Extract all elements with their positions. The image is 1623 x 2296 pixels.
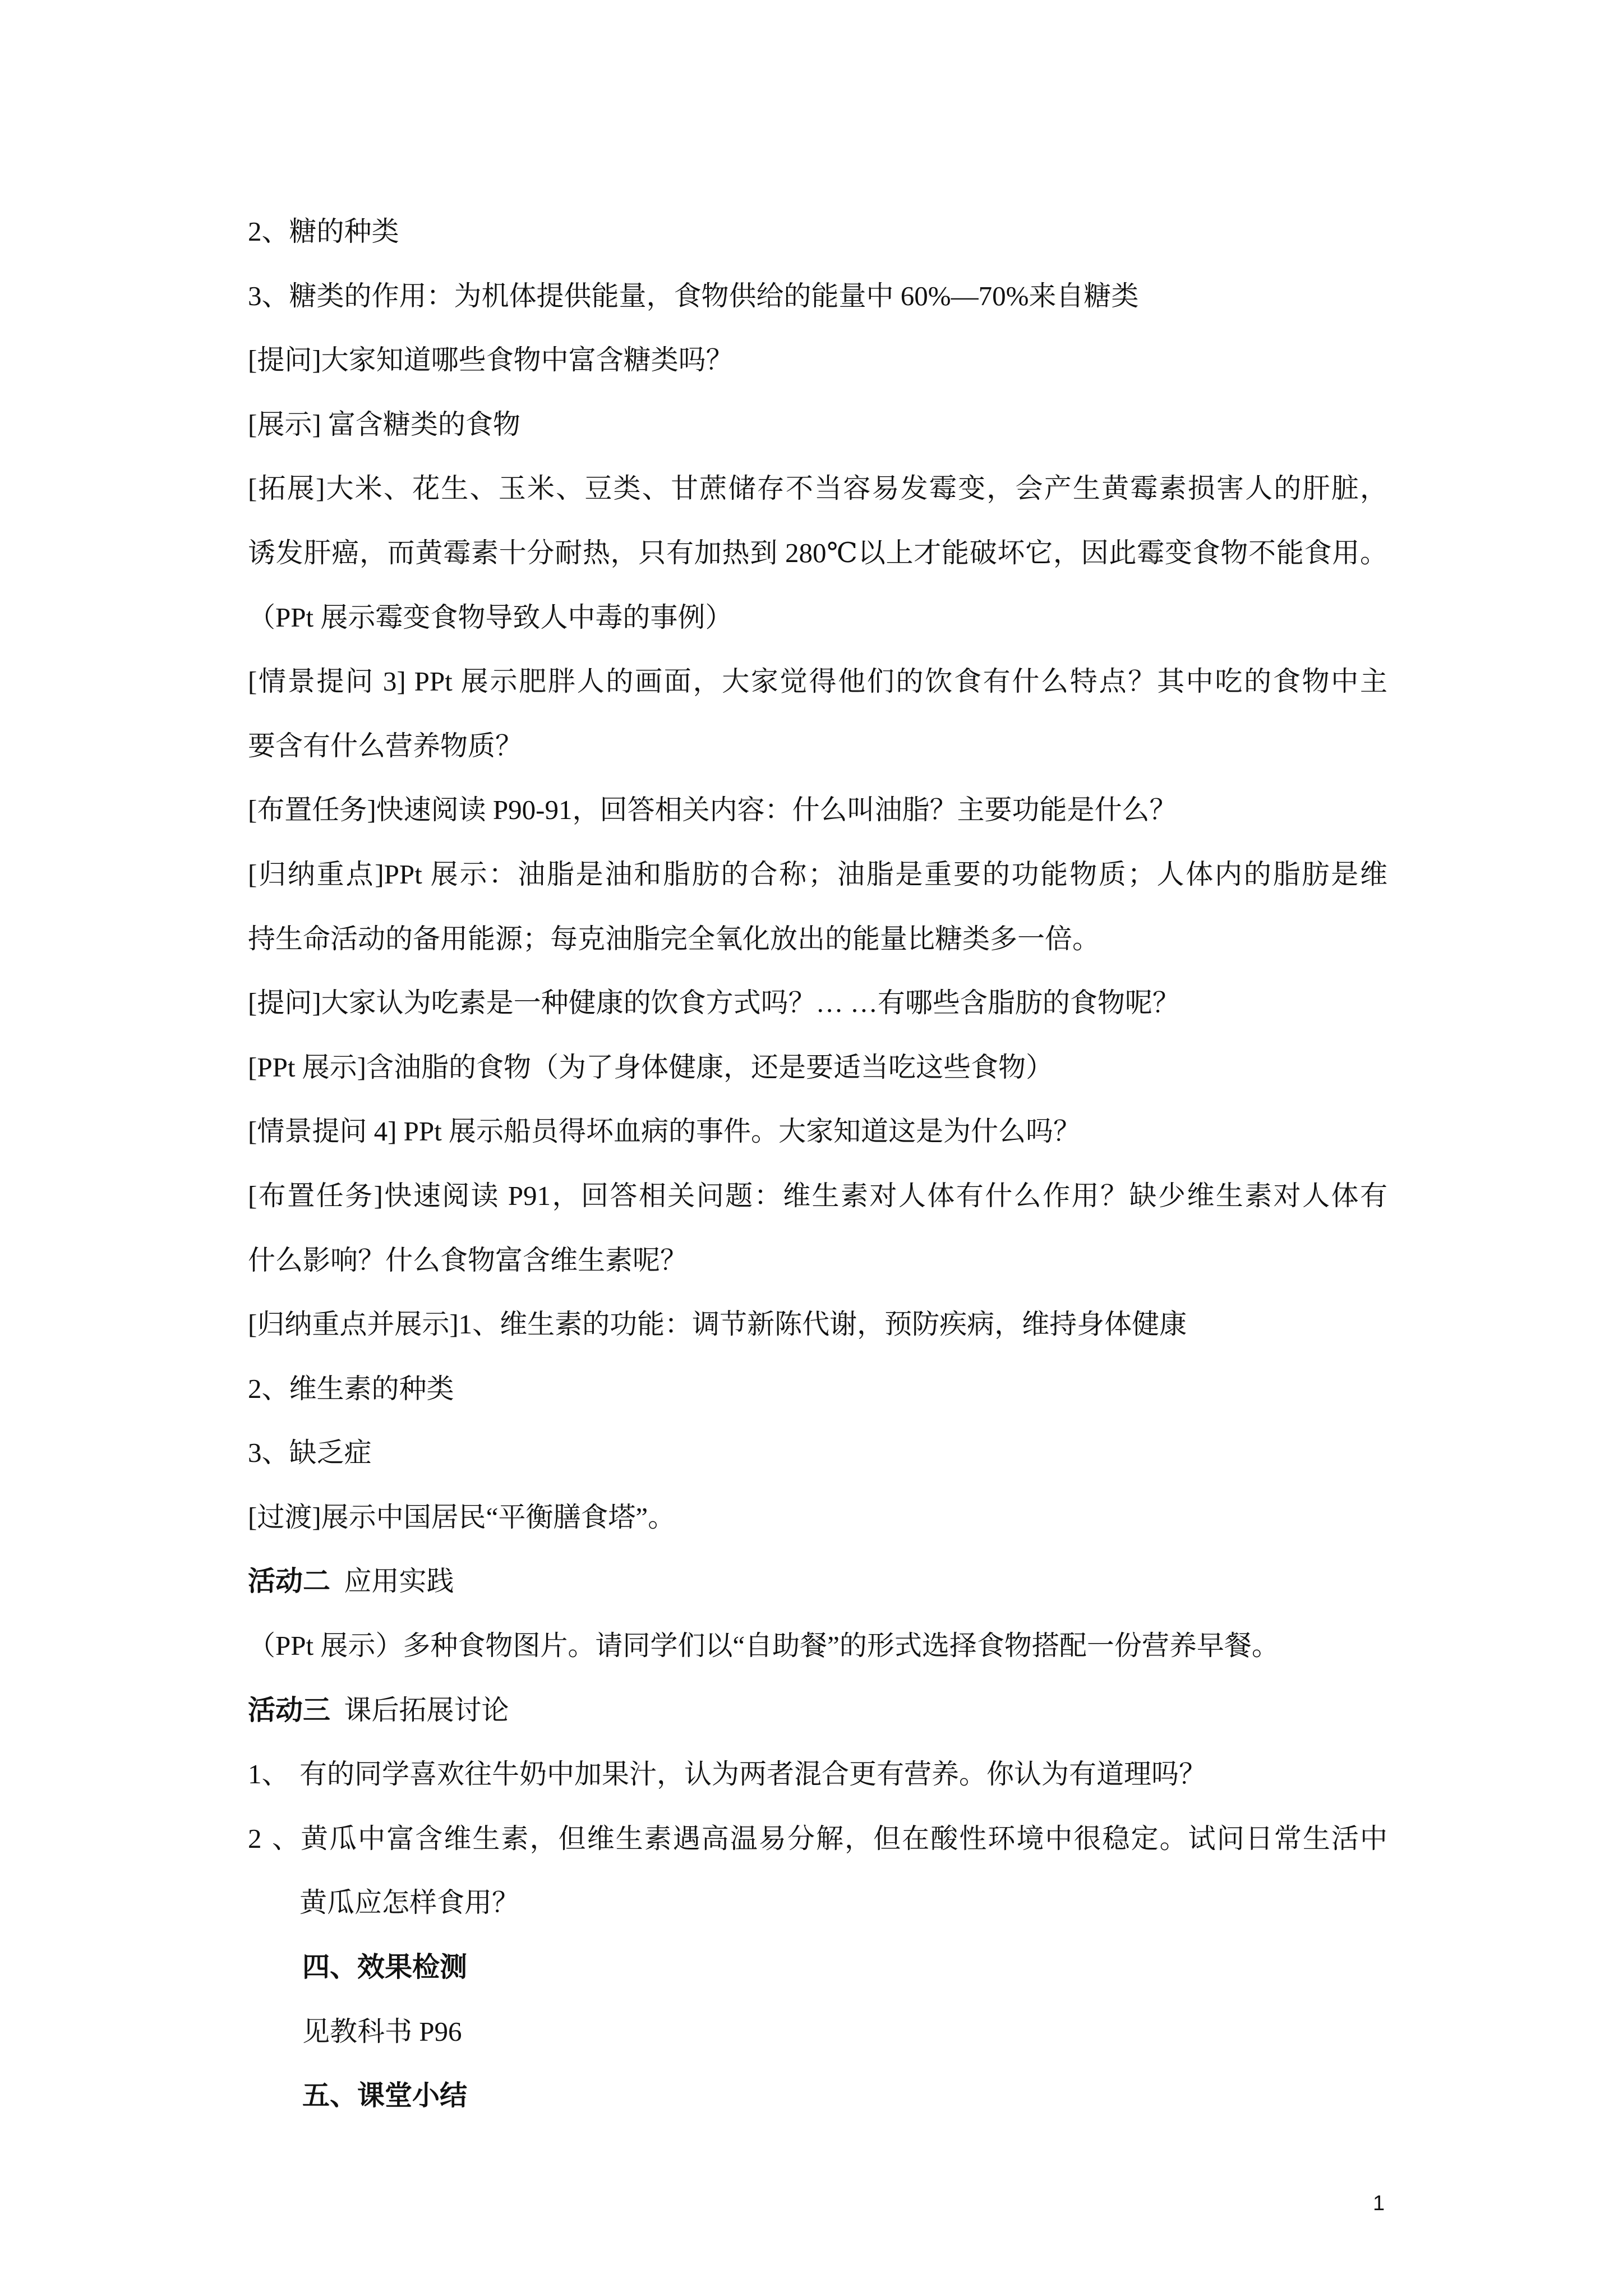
activity-2-text: （PPt 展示）多种食物图片。请同学们以“自助餐”的形式选择食物搭配一份营养早餐。 bbox=[248, 1630, 1279, 1662]
text-line: 诱发肝癌，而黄霉素十分耐热，只有加热到 280℃以上才能破坏它，因此霉变食物不能食用。 bbox=[248, 537, 1387, 568]
text-line: 2、糖的种类 bbox=[248, 216, 399, 247]
activity-2-heading bbox=[248, 1549, 1387, 1614]
section-heading: 四、效果检测 bbox=[302, 1952, 468, 1983]
activity-2-label: 活动二 bbox=[248, 1566, 331, 1597]
activity-3-title: 课后拓展讨论 bbox=[344, 1694, 509, 1726]
section-heading: 五、课堂小结 bbox=[302, 2080, 468, 2111]
list-item-text: 有的同学喜欢往牛奶中加果汁，认为两者混合更有营养。你认为有道理吗？ bbox=[299, 1759, 1207, 1790]
text-line: [归纳重点并展示]1、维生素的功能：调节新陈代谢，预防疾病，维持身体健康 bbox=[248, 1309, 1187, 1340]
text-line: （PPt 展示霉变食物导致人中毒的事例） bbox=[248, 601, 733, 633]
list-item bbox=[248, 1742, 1387, 1807]
activity-3-label: 活动三 bbox=[248, 1694, 331, 1726]
text-line: [情景提问 3] PPt 展示肥胖人的画面，大家觉得他们的饮食有什么特点？其中吃的食物中主 bbox=[248, 666, 1387, 697]
list-item-number: 1、 bbox=[248, 1759, 289, 1790]
text-line: 2、维生素的种类 bbox=[248, 1373, 454, 1404]
text-line: [情景提问 4] PPt 展示船员得坏血病的事件。大家知道这是为什么吗？ bbox=[248, 1116, 1081, 1147]
text-line: [提问]大家知道哪些食物中富含糖类吗？ bbox=[248, 344, 734, 376]
page-number: 1 bbox=[1373, 2192, 1385, 2215]
document-body bbox=[248, 200, 1387, 2128]
text-line: [展示] 富含糖类的食物 bbox=[248, 408, 520, 440]
text-line: [布置任务]快速阅读 P90-91，回答相关内容：什么叫油脂？主要功能是什么？ bbox=[248, 794, 1177, 826]
list-item bbox=[248, 1807, 1387, 1871]
list-item-continuation: 黄瓜应怎样食用？ bbox=[299, 1887, 520, 1918]
text-line: [过渡]展示中国居民“平衡膳食塔”。 bbox=[248, 1501, 676, 1533]
text-line: [提问]大家认为吃素是一种健康的饮食方式吗？… …有哪些含脂肪的食物呢？ bbox=[248, 987, 1180, 1019]
text-line: 要含有什么营养物质？ bbox=[248, 730, 523, 761]
text-line: 3、糖类的作用：为机体提供能量，食物供给的能量中 60%—70%来自糖类 bbox=[248, 280, 1139, 311]
activity-3-heading bbox=[248, 1678, 1387, 1743]
text-line: [PPt 展示]含油脂的食物（为了身体健康，还是要适当吃这些食物） bbox=[248, 1051, 1054, 1083]
list-item-text: 黄瓜中富含维生素，但维生素遇高温易分解，但在酸性环境中很稳定。试问日常生活中 bbox=[299, 1823, 1387, 1854]
text-line: [布置任务]快速阅读 P91，回答相关问题：维生素对人体有什么作用？缺少维生素对人体有 bbox=[248, 1180, 1387, 1211]
text-line: [拓展]大米、花生、玉米、豆类、甘蔗储存不当容易发霉变，会产生黄霉素损害人的肝脏， bbox=[248, 473, 1387, 504]
activity-2-title: 应用实践 bbox=[344, 1566, 454, 1597]
section-text: 见教科书 P96 bbox=[302, 2016, 462, 2047]
text-line: 3、缺乏症 bbox=[248, 1437, 372, 1469]
text-line: [归纳重点]PPt 展示：油脂是油和脂肪的合称；油脂是重要的功能物质；人体内的脂肪是维 bbox=[248, 858, 1387, 890]
text-line: 什么影响？什么食物富含维生素呢？ bbox=[248, 1244, 688, 1276]
list-item-number: 2、 bbox=[248, 1823, 299, 1854]
text-line: 持生命活动的备用能源；每克油脂完全氧化放出的能量比糖类多一倍。 bbox=[248, 923, 1100, 954]
